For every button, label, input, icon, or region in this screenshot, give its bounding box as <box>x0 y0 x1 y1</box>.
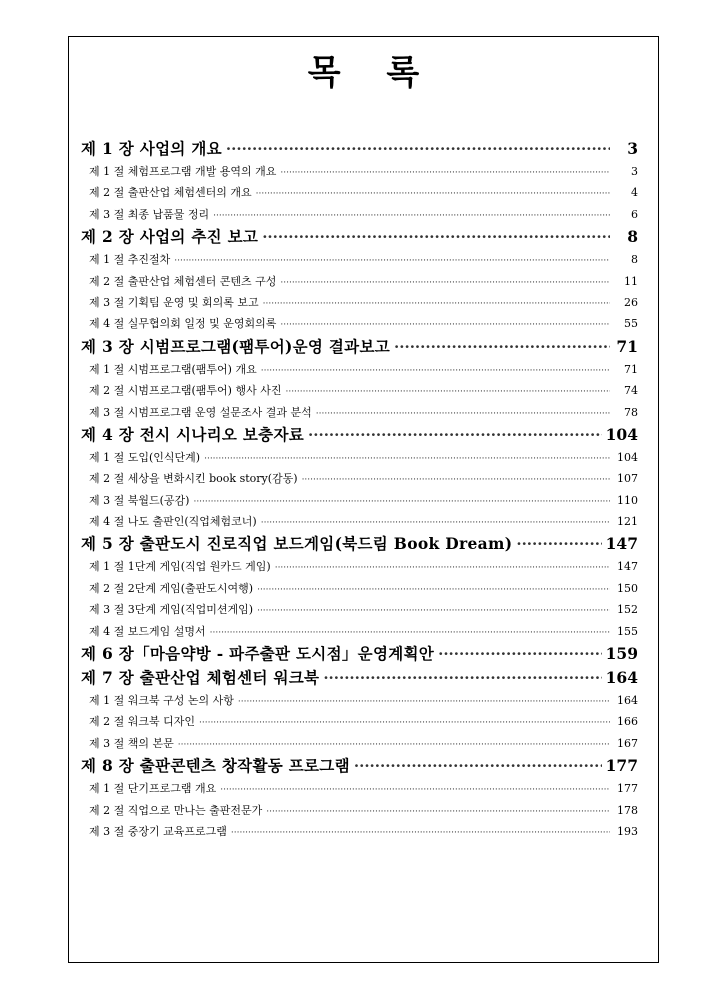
dot-leader <box>178 735 610 754</box>
toc-entry-label: 제 3 절 최종 납품물 정리 <box>89 207 210 221</box>
toc-entry-label: 제 1 절 시범프로그램(팸투어) 개요 <box>89 362 257 376</box>
toc-entry-label: 제 1 절 추진절차 <box>89 253 171 267</box>
toc-page-number: 150 <box>617 581 638 595</box>
dot-leader <box>193 492 610 511</box>
toc-page-number: 167 <box>617 736 638 750</box>
dot-leader <box>210 623 610 642</box>
toc-entry-label: 제 1 장 사업의 개요 <box>81 139 222 158</box>
toc-section-entry <box>81 733 638 754</box>
document-frame <box>68 36 659 963</box>
toc-page-number: 177 <box>617 782 638 796</box>
toc-entry-label: 제 1 절 워크북 구성 논의 사항 <box>89 694 234 708</box>
toc-page-number: 4 <box>631 186 638 200</box>
toc-section-entry <box>81 447 638 468</box>
toc-page-number: 164 <box>605 668 638 688</box>
toc-section-entry <box>81 204 638 225</box>
toc-section-entry <box>81 711 638 732</box>
toc-page-number: 104 <box>617 450 638 464</box>
dot-leader <box>354 754 602 778</box>
toc-section-entry <box>81 778 638 799</box>
toc-page-number: 55 <box>624 317 638 331</box>
dot-leader <box>174 251 610 270</box>
toc-entry-label: 제 2 절 세상을 변화시킨 book story(감동) <box>89 472 298 486</box>
dot-leader <box>238 692 610 711</box>
toc-chapter-entry <box>81 642 638 666</box>
toc-page-number: 74 <box>624 384 638 398</box>
toc-page-number: 166 <box>617 715 638 729</box>
toc-section-entry <box>81 578 638 599</box>
toc-section-entry <box>81 490 638 511</box>
toc-entry-label: 제 4 절 실무협의회 일정 및 운영회의록 <box>89 317 277 331</box>
dot-leader <box>275 558 610 577</box>
toc-page-number: 159 <box>605 644 638 664</box>
toc-entry-label: 제 2 절 2단계 게임(출판도시여행) <box>89 581 254 595</box>
toc-page-number: 193 <box>617 824 638 838</box>
toc-entry-label: 제 3 장 시범프로그램(팸투어)운영 결과보고 <box>81 336 391 356</box>
toc-entry-label: 제 6 장「마음약방 - 파주출판 도시점」운영계획안 <box>81 644 435 664</box>
toc-page-number: 8 <box>627 227 638 247</box>
toc-section-entry <box>81 690 638 711</box>
dot-leader <box>263 294 610 313</box>
toc-entry-label: 제 2 절 시범프로그램(팸투어) 행사 사진 <box>89 384 282 398</box>
toc-page-number: 107 <box>617 472 638 486</box>
toc-page-number: 71 <box>616 336 638 356</box>
dot-leader <box>302 470 610 489</box>
dot-leader <box>220 780 610 799</box>
toc-entry-label: 제 5 장 출판도시 진로직업 보드게임(북드림 Book Dream) <box>81 534 513 554</box>
toc-entry-label: 제 4 절 보드게임 설명서 <box>89 624 206 638</box>
toc-section-entry <box>81 292 638 313</box>
toc-entry-label: 제 4 절 나도 출판인(직업체험코너) <box>89 515 257 529</box>
toc-entry-label: 제 1 절 체험프로그램 개발 용역의 개요 <box>89 165 277 178</box>
toc-page-number: 178 <box>617 803 638 817</box>
dot-leader <box>231 823 610 842</box>
dot-leader <box>261 513 610 532</box>
toc-page-number: 104 <box>605 424 638 444</box>
page-title: 목 록 <box>307 53 437 93</box>
toc-page-number: 177 <box>605 756 638 776</box>
toc-section-entry <box>81 821 638 842</box>
toc-entry-label: 제 2 절 출판산업 체험센터 콘텐츠 구성 <box>89 274 277 288</box>
toc-chapter-entry <box>81 137 638 161</box>
table-of-contents <box>81 137 638 842</box>
toc-section-entry <box>81 380 638 401</box>
toc-page-number: 26 <box>624 295 638 309</box>
toc-page-number: 147 <box>617 560 638 574</box>
dot-leader <box>213 206 610 225</box>
toc-section-entry <box>81 511 638 532</box>
dot-leader <box>316 404 610 423</box>
dot-leader <box>516 532 601 556</box>
toc-entry-label: 제 2 절 워크북 디자인 <box>89 715 195 729</box>
dot-leader <box>256 184 610 203</box>
toc-page-number: 6 <box>631 207 638 221</box>
toc-entry-label: 제 7 장 출판산업 체험센터 워크북 <box>81 668 320 688</box>
toc-chapter-entry <box>81 225 638 249</box>
toc-entry-label: 제 3 절 중장기 교육프로그램 <box>89 824 227 838</box>
toc-entry-label: 제 4 장 전시 시나리오 보충자료 <box>81 424 305 444</box>
dot-leader <box>204 449 610 468</box>
toc-page-number: 121 <box>617 515 638 529</box>
toc-entry-label: 제 3 절 책의 본문 <box>89 736 174 750</box>
toc-entry-label: 제 1 절 도입(인식단계) <box>89 450 201 464</box>
toc-section-entry <box>81 556 638 577</box>
toc-section-entry <box>81 249 638 270</box>
dot-leader <box>394 335 610 359</box>
toc-entry-label: 제 2 장 사업의 추진 보고 <box>81 227 259 247</box>
dot-leader <box>261 361 610 380</box>
toc-entry-label: 제 3 절 3단계 게임(직업미션게임) <box>89 603 254 617</box>
toc-entry-label: 제 1 절 1단계 게임(직업 원카드 게임) <box>89 560 271 574</box>
toc-section-entry <box>81 161 638 182</box>
toc-page-number: 152 <box>617 603 638 617</box>
toc-page-number: 164 <box>617 694 638 708</box>
toc-section-entry <box>81 402 638 423</box>
dot-leader <box>323 666 601 690</box>
toc-entry-label: 제 2 절 출판산업 체험센터의 개요 <box>89 186 252 200</box>
dot-leader <box>199 713 610 732</box>
toc-entry-label: 제 2 절 직업으로 만나는 출판전문가 <box>89 803 263 817</box>
toc-section-entry <box>81 599 638 620</box>
toc-entry-label: 제 3 절 시범프로그램 운영 설문조사 결과 분석 <box>89 405 312 419</box>
toc-section-entry <box>81 800 638 821</box>
toc-chapter-entry <box>81 335 638 359</box>
dot-leader <box>262 225 610 249</box>
dot-leader <box>438 642 602 666</box>
toc-entry-label: 제 1 절 단기프로그램 개요 <box>89 782 217 796</box>
toc-page-number: 147 <box>605 534 638 554</box>
dot-leader <box>280 273 610 292</box>
toc-section-entry <box>81 182 638 203</box>
toc-chapter-entry <box>81 754 638 778</box>
dot-leader <box>266 802 610 821</box>
toc-section-entry <box>81 468 638 489</box>
dot-leader <box>308 423 602 447</box>
dot-leader <box>226 137 610 161</box>
toc-page-number: 11 <box>624 274 638 288</box>
toc-chapter-entry <box>81 532 638 556</box>
toc-section-entry <box>81 359 638 380</box>
toc-page-number: 155 <box>617 624 638 638</box>
toc-page-number: 3 <box>631 165 638 178</box>
dot-leader <box>280 163 610 182</box>
toc-section-entry <box>81 313 638 334</box>
toc-chapter-entry <box>81 666 638 690</box>
toc-page-number: 3 <box>627 139 638 158</box>
toc-page-number: 78 <box>624 405 638 419</box>
dot-leader <box>280 315 610 334</box>
dot-leader <box>257 601 610 620</box>
toc-entry-label: 제 3 절 기획팀 운영 및 회의록 보고 <box>89 295 259 309</box>
toc-page-number: 71 <box>624 362 638 376</box>
toc-section-entry <box>81 621 638 642</box>
toc-entry-label: 제 3 절 북월드(공감) <box>89 493 190 507</box>
toc-chapter-entry <box>81 423 638 447</box>
toc-page-number: 8 <box>631 253 638 267</box>
toc-section-entry <box>81 271 638 292</box>
toc-entry-label: 제 8 장 출판콘텐츠 창작활동 프로그램 <box>81 756 350 776</box>
toc-page-number: 110 <box>617 493 638 507</box>
dot-leader <box>257 580 610 599</box>
dot-leader <box>285 382 610 401</box>
